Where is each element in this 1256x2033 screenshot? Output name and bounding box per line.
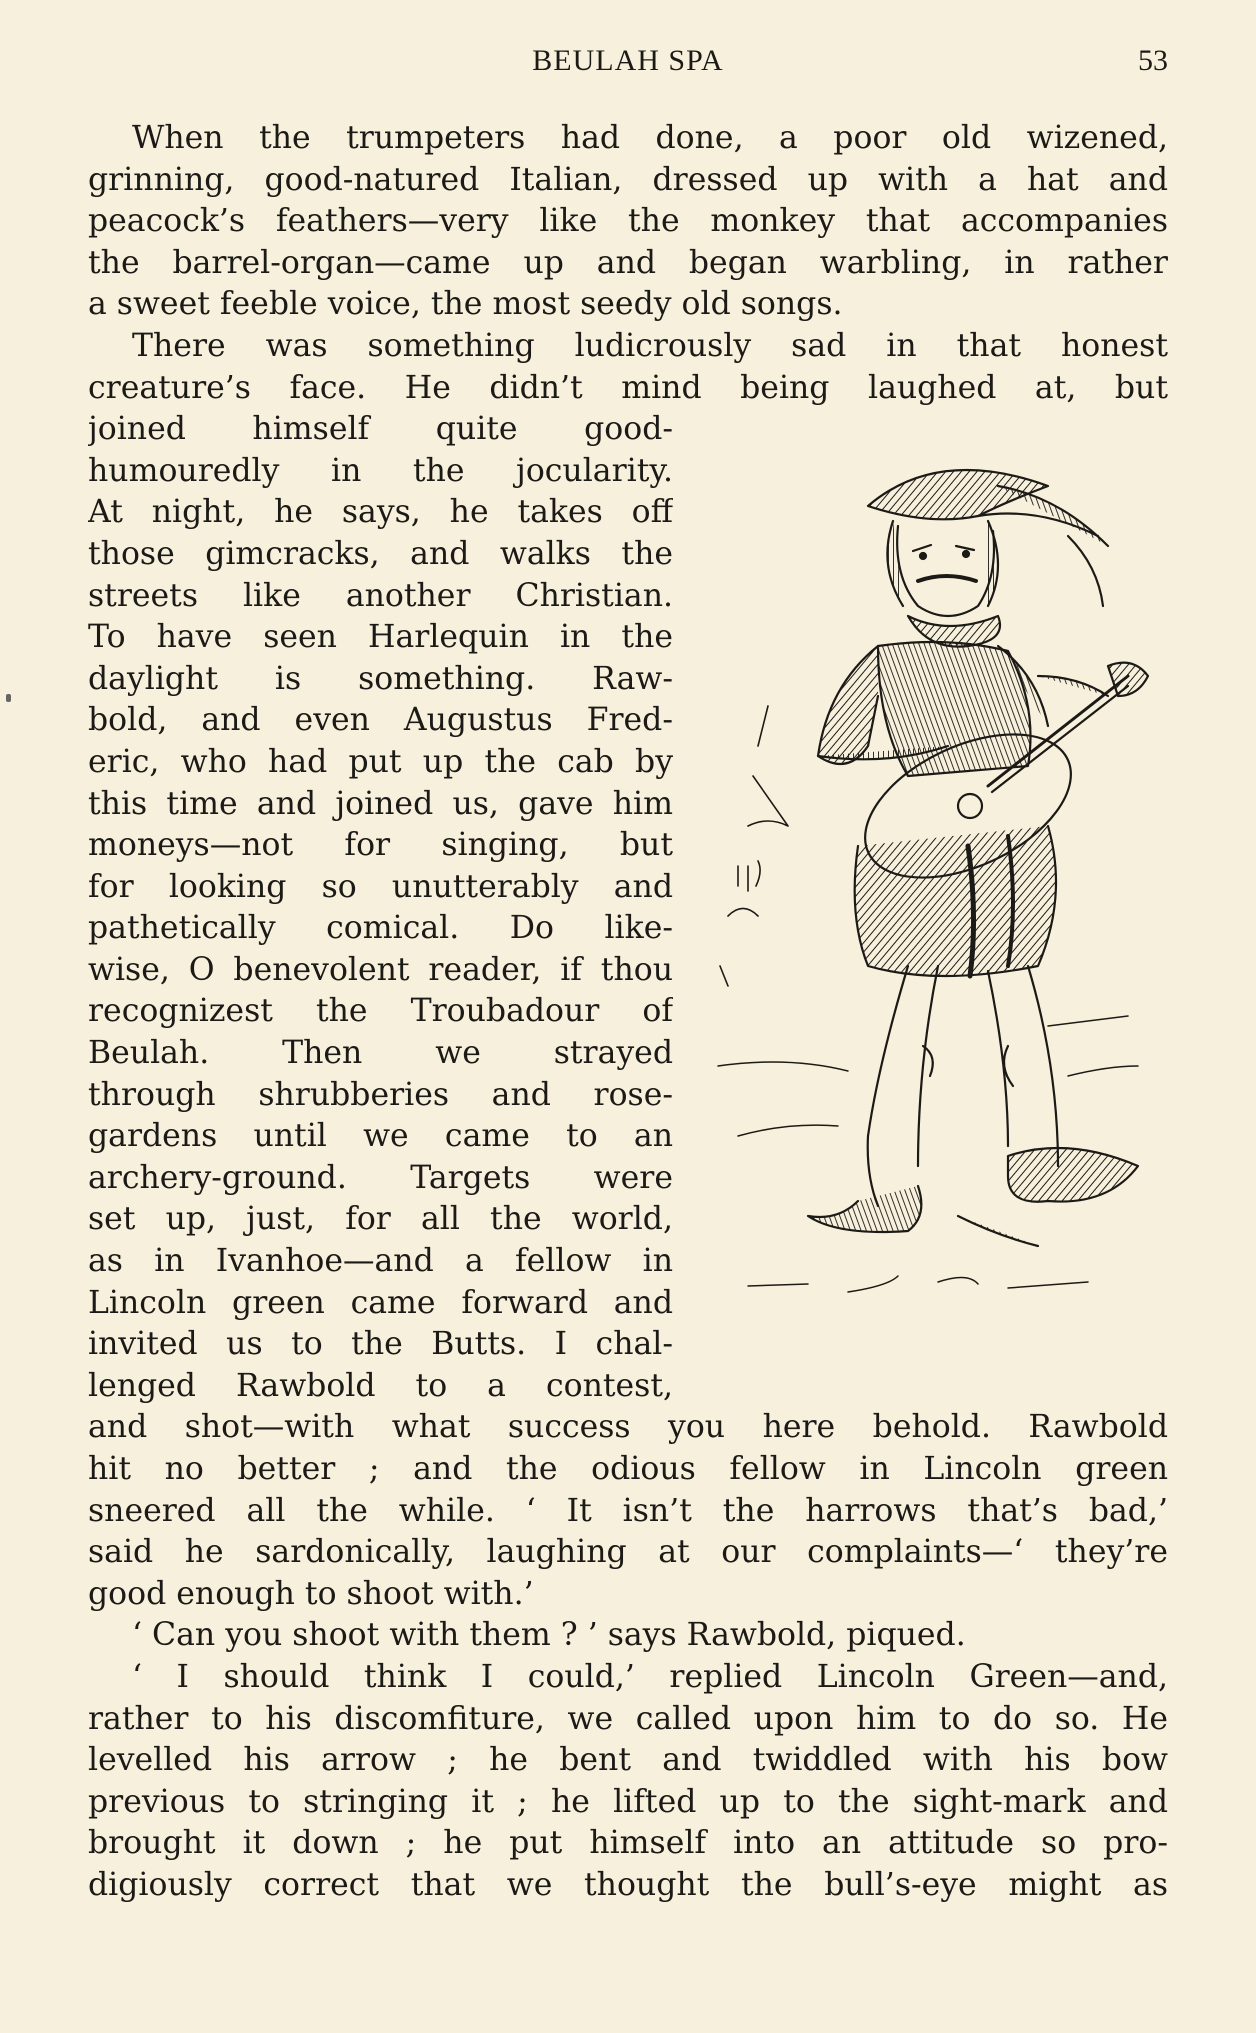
page-header (88, 44, 1168, 84)
text-line: digiously correct that we thought the bull’s-eye might as (88, 1866, 1168, 1903)
text-line: the barrel-organ—came up and began warbling, in rather (88, 244, 1168, 281)
text-line: Lincoln green came forward and (88, 1284, 673, 1321)
text-line: eric, who had put up the cab by (88, 743, 673, 780)
text-line: moneys—not for singing, but (88, 827, 673, 864)
text-line: archery-ground. Targets were (88, 1159, 673, 1196)
text-line: brought it down ; he put himself into an attitude so pro- (88, 1825, 1168, 1862)
text-line: lenged Rawbold to a contest, (88, 1367, 673, 1404)
text-line: creature’s face. He didn’t mind being laughed at, but (88, 369, 1168, 406)
text-line: hit no better ; and the odious fellow in Lincoln green (88, 1451, 1168, 1487)
text-line: peacock’s feathers—very like the monkey that accompanies (88, 203, 1168, 240)
text-line: At night, he says, he takes off (88, 494, 673, 531)
text-line: rather to his discomfiture, we called upon him to do so. He (88, 1700, 1168, 1737)
text-line: for looking so unutterably and (88, 868, 673, 905)
text-line: invited us to the Butts. I chal- (88, 1326, 673, 1363)
text-line: To have seen Harlequin in the (88, 619, 673, 656)
text-line: There was something ludicrously sad in that honest (132, 327, 1168, 364)
text-line: daylight is something. Raw- (88, 660, 673, 697)
text-line: through shrubberies and rose- (88, 1076, 673, 1113)
text-line: streets like another Christian. (88, 577, 673, 614)
margin-mark (6, 694, 11, 702)
text-line: good enough to shoot with.’ (88, 1575, 534, 1612)
running-head: BEULAH SPA (532, 44, 724, 77)
text-line: ‘ I should think I could,’ replied Lincoln Green—and, (132, 1658, 1168, 1695)
text-line: joined himself quite good- (88, 411, 673, 448)
text-line: set up, just, for all the world, (88, 1201, 673, 1238)
page-number: 53 (1138, 44, 1168, 77)
text-line: previous to stringing it ; he lifted up to the sight-mark and (88, 1783, 1168, 1820)
text-line: those gimcracks, and walks the (88, 535, 673, 572)
text-line: this time and joined us, gave him (88, 785, 673, 822)
text-line: a sweet feeble voice, the most seedy old songs. (88, 286, 843, 323)
text-line: and shot—with what success you here behold. Rawbold (88, 1409, 1168, 1446)
text-line: levelled his arrow ; he bent and twiddled with his bow (88, 1742, 1168, 1779)
text-line: gardens until we came to an (88, 1118, 673, 1155)
text-line: recognizest the Troubadour of (88, 993, 673, 1030)
text-line: as in Ivanhoe—and a fellow in (88, 1243, 673, 1280)
text-line: said he sardonically, laughing at our complaints—‘ they’re (88, 1534, 1168, 1571)
troubadour-illustration (708, 446, 1168, 1346)
text-line: When the trumpeters had done, a poor old wizened, (132, 120, 1168, 156)
text-line: humouredly in the jocularity. (88, 452, 673, 489)
text-line: pathetically comical. Do like- (88, 910, 673, 947)
text-line: grinning, good-natured Italian, dressed up with a hat and (88, 161, 1168, 198)
text-line: bold, and even Augustus Fred- (88, 702, 673, 739)
text-line: ‘ Can you shoot with them ? ’ says Rawbold, piqued. (132, 1617, 966, 1654)
text-line: sneered all the while. ‘ It isn’t the harrows that’s bad,’ (88, 1492, 1168, 1529)
text-line: Beulah. Then we strayed (88, 1035, 673, 1072)
text-line: wise, O benevolent reader, if thou (88, 951, 673, 988)
